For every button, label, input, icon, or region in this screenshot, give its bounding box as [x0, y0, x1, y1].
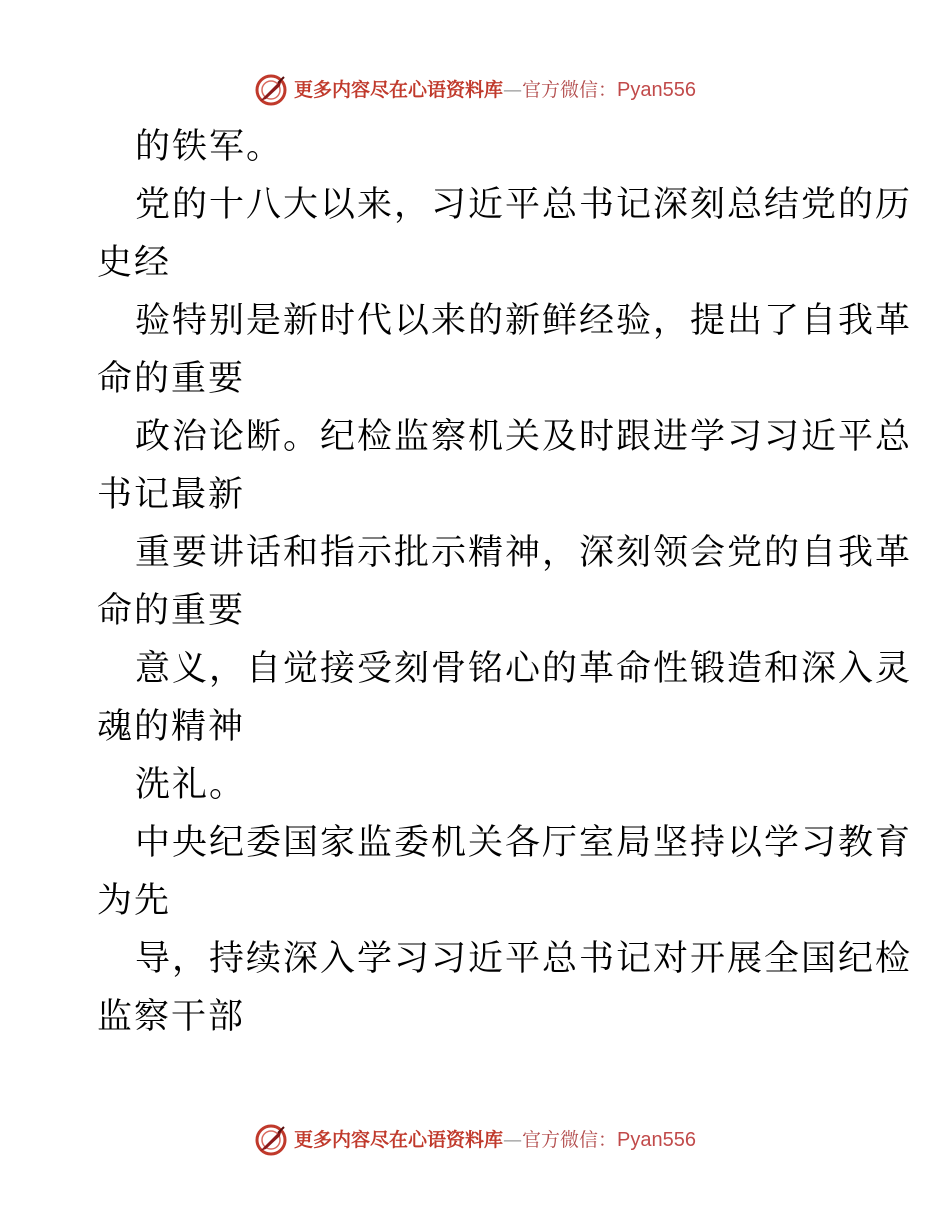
footer-site-text: 更多内容尽在心语资料库 [294, 1129, 504, 1151]
header-banner-text [294, 73, 696, 107]
body-line: 中央纪委国家监委机关各厅室局坚持以学习教育 [135, 823, 913, 863]
body-line: 导，持续深入学习习近平总书记对开展全国纪检 [135, 939, 913, 979]
header-wechat-label: 官方微信： [522, 79, 618, 101]
document-body [97, 118, 913, 1046]
body-line: 的铁军。 [135, 127, 284, 167]
footer-banner [0, 1120, 950, 1160]
body-line: 监察干部 [97, 997, 246, 1037]
quill-pen-logo-icon [254, 1123, 288, 1157]
body-line: 魂的精神 [97, 707, 246, 747]
body-line: 政治论断。纪检监察机关及时跟进学习习近平总 [135, 417, 913, 457]
footer-banner-text [294, 1123, 696, 1157]
body-line: 验特别是新时代以来的新鲜经验，提出了自我革 [135, 301, 913, 341]
body-line: 重要讲话和指示批示精神，深刻领会党的自我革 [135, 533, 913, 573]
body-line: 史经 [97, 243, 172, 283]
header-dash: — [503, 79, 523, 101]
body-line: 洗礼。 [135, 765, 247, 805]
body-line: 意义，自觉接受刻骨铭心的革命性锻造和深入灵 [135, 649, 913, 689]
header-banner [0, 70, 950, 110]
footer-wechat-label: 官方微信： [522, 1129, 618, 1151]
quill-pen-logo-icon [254, 73, 288, 107]
body-line: 党的十八大以来，习近平总书记深刻总结党的历 [135, 185, 913, 225]
footer-dash: — [503, 1129, 523, 1151]
header-site-text: 更多内容尽在心语资料库 [294, 79, 504, 101]
footer-wechat-id: Pyan556 [617, 1129, 696, 1151]
body-line: 书记最新 [97, 475, 246, 515]
body-line: 命的重要 [97, 591, 246, 631]
body-line: 为先 [97, 881, 172, 921]
body-line: 命的重要 [97, 359, 246, 399]
header-wechat-id: Pyan556 [617, 79, 696, 101]
